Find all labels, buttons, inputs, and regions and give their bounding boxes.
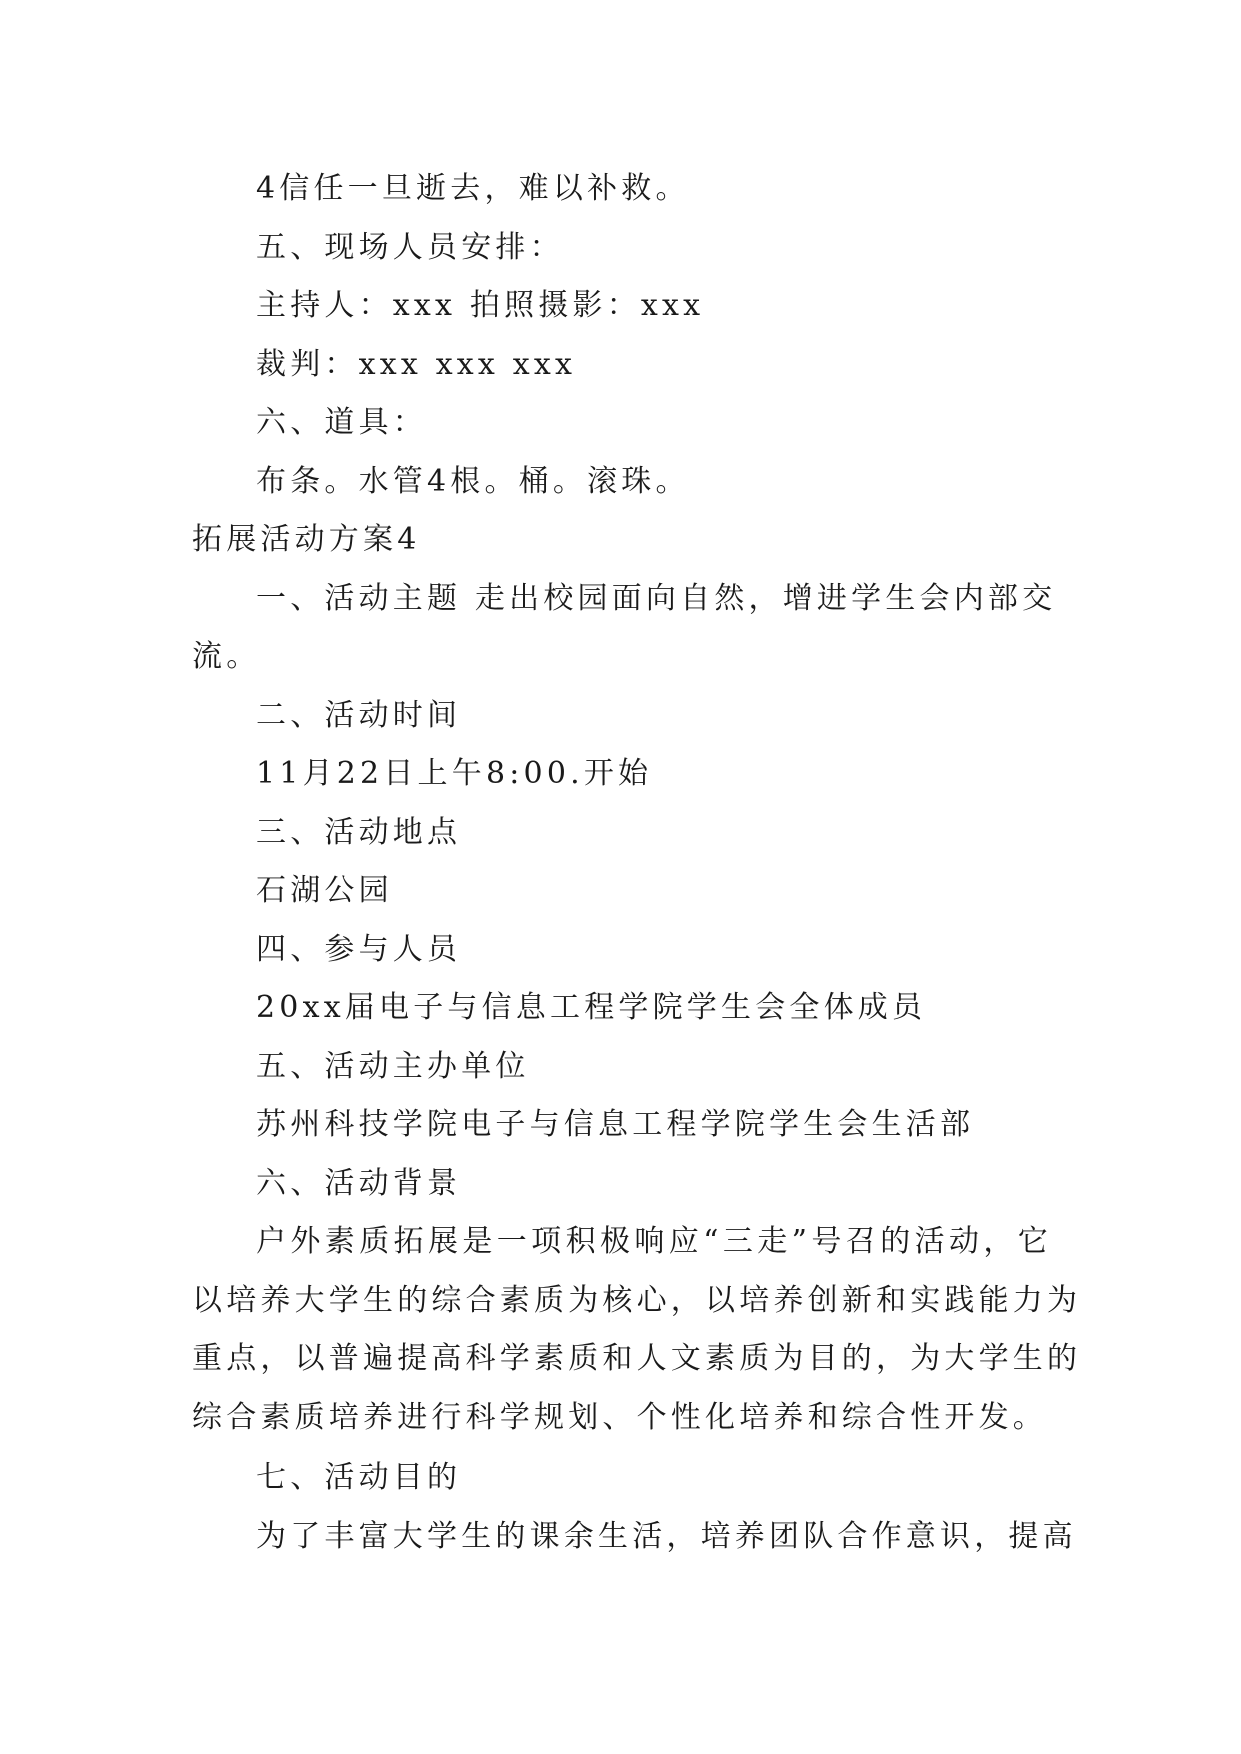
paragraph-line: 苏州科技学院电子与信息工程学院学生会生活部 — [256, 1107, 975, 1142]
document-body — [192, 160, 1082, 1566]
section-heading: 四、参与人员 — [256, 931, 462, 967]
paragraph-line: 4信任一旦逝去，难以补救。 — [256, 171, 690, 206]
paragraph-line: 11月22日上午8:00.开始 — [256, 756, 653, 791]
paragraph-line: 户外素质拓展是一项积极响应“三走”号召的活动，它 — [256, 1224, 1052, 1259]
paragraph-line: 重点，以普遍提高科学素质和人文素质为目的，为大学生的 — [192, 1341, 1082, 1376]
section-heading: 三、活动地点 — [256, 814, 462, 850]
paragraph-line: 流。 — [192, 639, 261, 674]
paragraph-line: 以培养大学生的综合素质为核心，以培养创新和实践能力为 — [192, 1282, 1082, 1318]
document-title: 拓展活动方案4 — [192, 522, 421, 557]
section-heading: 六、道具： — [256, 405, 427, 440]
paragraph-line: 裁判：xxx xxx xxx — [256, 346, 577, 382]
paragraph-line: 为了丰富大学生的课余生活，培养团队合作意识，提高 — [256, 1518, 1077, 1554]
section-heading: 二、活动时间 — [256, 697, 462, 733]
paragraph-line: 布条。水管4根。桶。滚珠。 — [256, 463, 690, 499]
section-heading: 一、活动主题 走出校园面向自然，增进学生会内部交 — [256, 580, 1057, 616]
section-heading: 五、活动主办单位 — [256, 1048, 530, 1084]
section-heading: 七、活动目的 — [256, 1460, 462, 1495]
paragraph-line: 综合素质培养进行科学规划、个性化培养和综合性开发。 — [192, 1399, 1047, 1435]
paragraph-line: 20xx届电子与信息工程学院学生会全体成员 — [256, 990, 927, 1025]
section-heading: 五、现场人员安排： — [256, 229, 564, 265]
paragraph-line: 石湖公园 — [256, 873, 393, 908]
paragraph-line: 主持人：xxx 拍照摄影：xxx — [256, 288, 705, 323]
section-heading: 六、活动背景 — [256, 1165, 462, 1201]
